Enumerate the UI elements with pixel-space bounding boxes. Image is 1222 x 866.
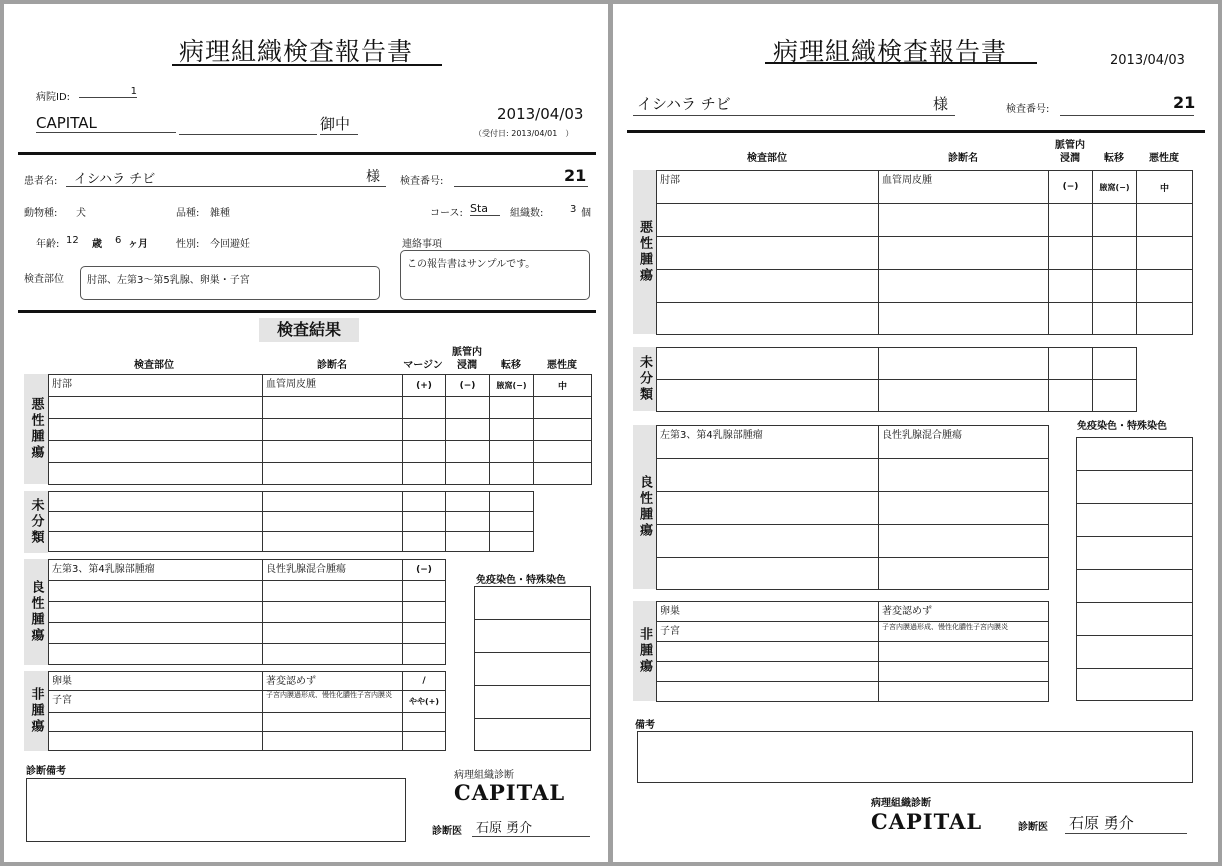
nontumor-site-2-right: 子宮 <box>657 622 879 642</box>
hdr-vascular-1: 脈管内 <box>452 347 482 358</box>
patient-name-right: イシハラ チビ <box>637 95 731 113</box>
title-underline <box>172 64 442 66</box>
section-divider <box>18 152 596 155</box>
report-page-right <box>613 4 1218 862</box>
sex-label: 性別: <box>176 239 200 250</box>
hdr-vascular-2: 浸潤 <box>457 360 477 371</box>
diag-org-label: 病理組織診断 <box>454 770 514 781</box>
table-row <box>49 691 446 713</box>
benign-table <box>48 559 446 665</box>
exam-no-right: 21 <box>1173 93 1196 112</box>
remarks-box <box>26 778 406 842</box>
report-title-right: 病理組織検査報告書 <box>773 37 1008 66</box>
patient-sama-right: 様 <box>933 95 949 113</box>
malignant-malignancy: 中 <box>534 375 592 397</box>
nontumor-site-1-right: 卵巣 <box>657 602 879 622</box>
malignant-table <box>48 374 592 485</box>
malignant-vascular: (−) <box>446 375 490 397</box>
patient-name: イシハラ チビ <box>74 172 156 187</box>
age-months: 6 <box>115 235 122 246</box>
non-tumor-table-right <box>656 601 1049 702</box>
malignant-metastasis-right: 腋窩(−) <box>1093 171 1137 204</box>
site-text: 肘部、左第3～第5乳腺、卵巣・子宮 <box>87 275 250 286</box>
breed-label: 品種: <box>176 208 200 219</box>
tissue-count: 3 <box>570 204 577 215</box>
remarks-box-right <box>637 731 1193 783</box>
cat-malignant: 悪性腫瘍 <box>24 374 48 484</box>
cat-unclassified: 未分類 <box>24 491 48 553</box>
hospital-id-label: 病院ID: <box>36 92 71 103</box>
hdr-metastasis: 転移 <box>501 360 521 371</box>
benign-diagnosis-right: 良性乳腺混合腫瘍 <box>879 426 1049 459</box>
section-divider-2 <box>18 310 596 313</box>
tissue-count-label: 組織数: <box>510 208 544 219</box>
benign-diagnosis: 良性乳腺混合腫瘍 <box>263 560 403 581</box>
exam-no-label-right: 検査番号: <box>1006 104 1050 115</box>
hdr-malignancy-right: 悪性度 <box>1149 153 1179 164</box>
doctor-label: 診断医 <box>432 826 462 837</box>
malignant-site-right: 肘部 <box>657 171 879 204</box>
results-heading: 検査結果 <box>259 318 359 342</box>
exam-no: 21 <box>564 166 587 185</box>
diag-org: CAPITAL <box>454 780 566 805</box>
nontumor-site-2: 子宮 <box>49 691 263 713</box>
table-row <box>657 426 1049 459</box>
doctor-name: 石原 勇介 <box>476 821 533 836</box>
cat-malignant-right: 悪性腫瘍 <box>633 170 656 334</box>
contact-label: 連絡事項 <box>402 239 442 250</box>
cat-benign-right: 良性腫瘍 <box>633 425 656 589</box>
nontumor-diagnosis-1: 著変認めず <box>263 672 403 691</box>
table-row <box>657 171 1193 204</box>
benign-margin: (−) <box>403 560 446 581</box>
hdr-margin: マージン <box>403 360 443 371</box>
hdr-diagnosis-right: 診断名 <box>948 153 978 164</box>
cat-unclassified-right: 未分類 <box>633 347 656 411</box>
report-date-right: 2013/04/03 <box>1110 53 1185 68</box>
nontumor-diagnosis-1-right: 著変認めず <box>879 602 1049 622</box>
exam-no-label: 検査番号: <box>400 176 444 187</box>
malignant-table-right <box>656 170 1193 335</box>
patient-sama: 様 <box>366 169 380 185</box>
nontumor-diagnosis-2: 子宮内膜過形成、慢性化膿性子宮内膜炎 <box>263 691 403 713</box>
received-date: （受付日: 2013/04/01 ） <box>474 129 574 138</box>
malignant-diagnosis-right: 血管周皮腫 <box>879 171 1049 204</box>
site-label: 検査部位 <box>24 274 64 285</box>
age-years-unit: 歳 <box>92 239 102 250</box>
contact-text: この報告書はサンプルです。 <box>407 259 536 270</box>
breed: 雑種 <box>210 208 230 219</box>
hdr-diagnosis: 診断名 <box>317 360 347 371</box>
table-row <box>657 622 1049 642</box>
cat-non-tumor-right: 非腫瘍 <box>633 601 656 701</box>
course: Sta <box>470 202 500 216</box>
hdr-site: 検査部位 <box>134 360 174 371</box>
immuno-label: 免疫染色・特殊染色 <box>476 575 566 586</box>
nontumor-margin-2: やや(+) <box>403 691 446 713</box>
malignant-vascular-right: (−) <box>1049 171 1093 204</box>
immuno-table-right <box>1076 437 1193 701</box>
doctor-label-right: 診断医 <box>1018 822 1048 833</box>
patient-label: 患者名: <box>24 176 58 187</box>
hdr-metastasis-right: 転移 <box>1104 153 1124 164</box>
species: 犬 <box>76 208 86 219</box>
course-label: コース: <box>430 208 463 219</box>
title-underline-right <box>765 62 1037 64</box>
malignant-margin: (+) <box>403 375 446 397</box>
species-label: 動物種: <box>24 208 58 219</box>
nontumor-margin-1: / <box>403 672 446 691</box>
malignant-diagnosis: 血管周皮腫 <box>263 375 403 397</box>
non-tumor-table <box>48 671 446 751</box>
malignant-malignancy-right: 中 <box>1137 171 1193 204</box>
site-box <box>80 266 380 300</box>
report-title: 病理組織検査報告書 <box>179 37 414 66</box>
contact-box <box>400 250 590 300</box>
hdr-site-right: 検査部位 <box>747 153 787 164</box>
age-years: 12 <box>66 235 79 246</box>
immuno-table <box>474 586 591 751</box>
unclassified-table-right <box>656 347 1137 412</box>
age-label: 年齢: <box>36 239 60 250</box>
benign-table-right <box>656 425 1049 590</box>
hdr-malignancy: 悪性度 <box>547 360 577 371</box>
table-row <box>49 560 446 581</box>
tissue-unit: 個 <box>581 208 591 219</box>
age-months-unit: ヶ月 <box>128 239 148 250</box>
remarks-label: 診断備考 <box>26 766 66 777</box>
immuno-label-right: 免疫染色・特殊染色 <box>1077 421 1167 432</box>
nontumor-diagnosis-2-right: 子宮内膜過形成、慢性化膿性子宮内膜炎 <box>879 622 1049 642</box>
table-row <box>49 375 592 397</box>
cat-non-tumor: 非腫瘍 <box>24 671 48 751</box>
diag-org-right: CAPITAL <box>871 809 983 834</box>
hdr-vascular-2-right: 浸潤 <box>1060 153 1080 164</box>
sex: 今回避妊 <box>210 239 250 250</box>
diag-org-label-right: 病理組織診断 <box>871 798 931 809</box>
cat-benign: 良性腫瘍 <box>24 559 48 665</box>
hdr-vascular-1-right: 脈管内 <box>1055 140 1085 151</box>
doctor-name-right: 石原 勇介 <box>1069 814 1134 832</box>
hospital-id: 1 <box>79 86 137 98</box>
table-row <box>657 602 1049 622</box>
malignant-site: 肘部 <box>49 375 263 397</box>
section-divider-right <box>627 130 1205 133</box>
report-date: 2013/04/03 <box>497 105 584 123</box>
report-page-left <box>4 4 608 862</box>
table-row <box>49 672 446 691</box>
benign-site-right: 左第3、第4乳腺部腫瘤 <box>657 426 879 459</box>
hospital-name: CAPITAL <box>36 114 176 133</box>
remarks-label-right: 備考 <box>635 720 655 731</box>
hospital-name-line <box>179 134 317 135</box>
malignant-metastasis: 腋窩(−) <box>490 375 534 397</box>
nontumor-site-1: 卵巣 <box>49 672 263 691</box>
unclassified-table <box>48 491 534 552</box>
benign-site: 左第3、第4乳腺部腫瘤 <box>49 560 263 581</box>
onchu: 御中 <box>320 113 358 135</box>
